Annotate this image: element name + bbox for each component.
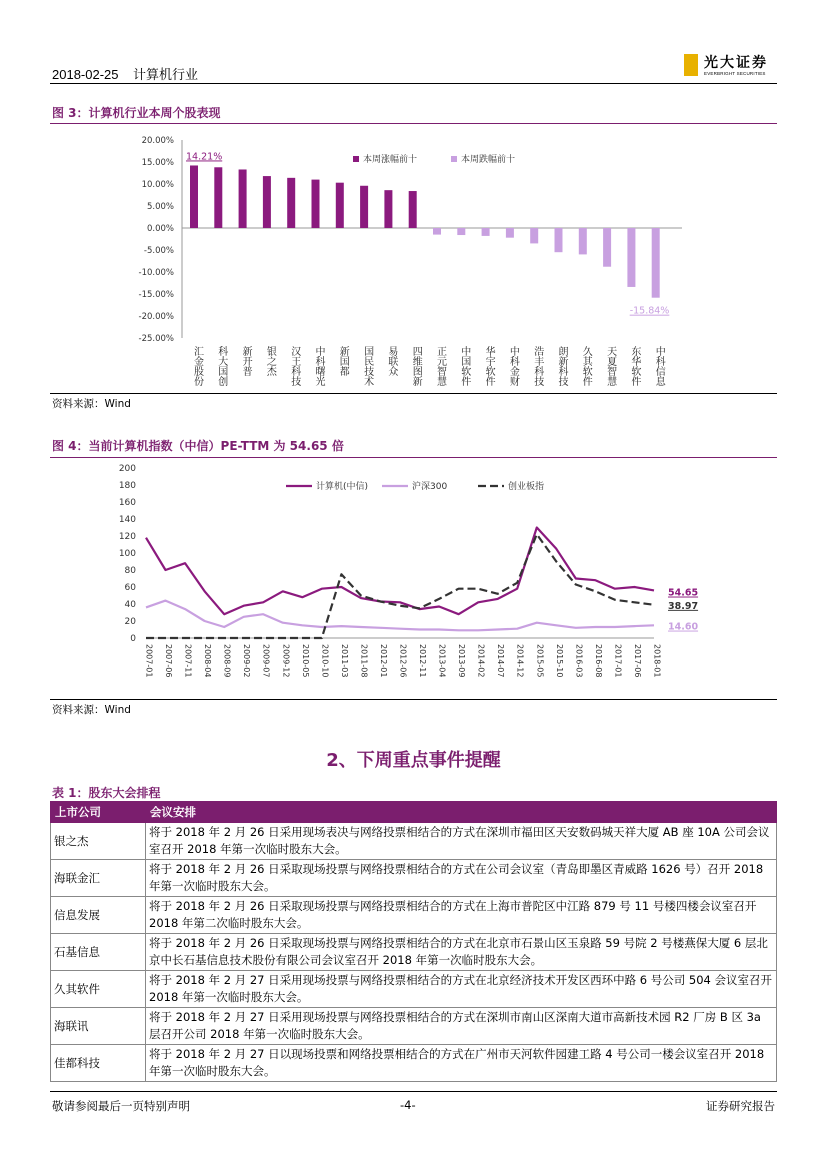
y-tick-label: -20.00% — [138, 312, 174, 322]
bar — [555, 228, 563, 252]
table-header-row — [51, 802, 777, 823]
figure4-bottom-rule — [50, 699, 777, 700]
y-tick-label: 120 — [118, 532, 136, 542]
footer-report-type: 证券研究报告 — [706, 1099, 775, 1113]
footer-rule — [50, 1091, 777, 1092]
x-tick-label: 2014-02 — [476, 644, 486, 678]
arrangement-cell: 将于 2018 年 2 月 26 日采取现场投票与网络投票相结合的方式在公司会议室（青岛即墨区青威路 1626 号）召开 2018 年第一次临时股东大会。 — [146, 860, 777, 897]
header-company: 上市公司 — [51, 802, 146, 823]
figure3-chart — [50, 124, 777, 392]
company-logo — [684, 52, 780, 82]
legend-label: 本周涨幅前十 — [363, 155, 418, 165]
figure4-title: 图 4：当前计算机指数（中信）PE-TTM 为 54.65 倍 — [52, 439, 344, 453]
x-tick-label: 2007-01 — [144, 644, 154, 678]
figure4-svg — [50, 458, 777, 698]
x-tick-label: 2007-06 — [164, 644, 174, 678]
legend-label: 创业板指 — [508, 482, 545, 492]
x-tick-label: 2010-10 — [320, 644, 330, 678]
bar — [457, 228, 465, 235]
bar — [239, 169, 247, 228]
y-tick-label: 200 — [118, 464, 136, 474]
category-label: 浩丰科技 — [531, 346, 543, 386]
bar — [312, 180, 320, 228]
table-row — [51, 897, 777, 934]
category-label: 易联众 — [385, 346, 397, 376]
figure4-chart — [50, 458, 777, 698]
y-tick-label: -10.00% — [138, 268, 174, 278]
legend-swatch — [451, 156, 457, 162]
y-tick-label: 5.00% — [146, 202, 174, 212]
x-tick-label: 2013-09 — [457, 644, 467, 678]
header-arrangement: 会议安排 — [146, 802, 777, 823]
y-tick-label: -15.00% — [138, 290, 174, 300]
shareholder-meeting-table — [50, 801, 777, 1082]
bar — [482, 228, 490, 236]
category-label: 汇金股份 — [191, 346, 203, 386]
x-tick-label: 2009-02 — [242, 644, 252, 678]
table-row — [51, 1008, 777, 1045]
category-label: 正元智慧 — [434, 346, 446, 386]
y-tick-label: 100 — [118, 549, 136, 559]
bar — [652, 228, 660, 298]
x-tick-label: 2011-08 — [359, 644, 369, 678]
bar — [579, 228, 587, 254]
bar — [409, 191, 417, 228]
table-title: 表 1：股东大会排程 — [52, 786, 161, 800]
data-label-min: -15.84% — [629, 305, 670, 317]
end-value-label: 54.65 — [668, 587, 699, 599]
figure4-source: 资料来源：Wind — [52, 704, 131, 716]
bar — [627, 228, 635, 287]
section-title: 2、下周重点事件提醒 — [326, 750, 501, 771]
y-tick-label: -25.00% — [138, 334, 174, 344]
report-date: 2018-02-25 — [52, 67, 119, 82]
page-number: -4- — [400, 1098, 416, 1112]
category-label: 银之杰 — [264, 346, 276, 376]
x-tick-label: 2009-07 — [261, 644, 271, 678]
logo-text-cn: 光大证券 — [704, 55, 768, 71]
y-tick-label: 15.00% — [141, 158, 174, 168]
arrangement-cell: 将于 2018 年 2 月 26 日采取现场投票与网络投票相结合的方式在北京市石景山区玉泉路 59 号院 2 号楼燕保大厦 6 层北京中长石基信息技术股份有限公司会议室召开 2018 年第一次临时股东大会。 — [146, 934, 777, 971]
x-tick-label: 2014-12 — [515, 644, 525, 678]
category-label: 科大国创 — [215, 346, 227, 386]
category-label: 新开普 — [240, 346, 252, 376]
logo-mark-icon — [684, 54, 698, 76]
y-tick-label: 10.00% — [141, 180, 174, 190]
category-label: 华宇软件 — [483, 346, 495, 386]
x-tick-label: 2016-08 — [593, 644, 603, 678]
category-label: 中科信息 — [653, 346, 665, 386]
bar — [214, 167, 222, 228]
bar — [360, 186, 368, 228]
x-tick-label: 2018-01 — [652, 644, 662, 678]
arrangement-cell: 将于 2018 年 2 月 27 日以现场投票和网络投票相结合的方式在广州市天河软件园建工路 4 号公司一楼会议室召开 2018 年第一次临时股东大会。 — [146, 1045, 777, 1082]
y-tick-label: 0.00% — [146, 224, 174, 234]
table-row — [51, 1045, 777, 1082]
arrangement-cell: 将于 2018 年 2 月 27 日采用现场投票与网络投票相结合的方式在深圳市南山区深南大道市高新技术园 R2 厂房 B 区 3a 层召开公司 2018 年第一次临时股东大会。 — [146, 1008, 777, 1045]
category-label: 朗新科技 — [556, 346, 567, 386]
category-label: 东华软件 — [628, 346, 640, 386]
x-tick-label: 2016-03 — [574, 644, 584, 678]
arrangement-cell: 将于 2018 年 2 月 26 日采取现场投票与网络投票相结合的方式在上海市普陀区中江路 879 号 11 号楼四楼会议室召开 2018 年第二次临时股东大会。 — [146, 897, 777, 934]
bar — [384, 190, 392, 228]
series-line — [146, 534, 654, 638]
table-row — [51, 971, 777, 1008]
figure3-bottom-rule — [50, 393, 777, 394]
y-tick-label: 0 — [130, 634, 136, 644]
category-label: 久其软件 — [580, 346, 592, 386]
y-tick-label: 20.00% — [141, 136, 174, 146]
x-tick-label: 2008-09 — [222, 644, 232, 678]
y-tick-label: 60 — [124, 583, 136, 593]
x-tick-label: 2013-04 — [437, 644, 447, 678]
category-label: 中科金财 — [507, 346, 519, 386]
category-label: 天夏智慧 — [604, 346, 616, 386]
arrangement-cell: 将于 2018 年 2 月 26 日采用现场表决与网络投票相结合的方式在深圳市福田区天安数码城天祥大厦 AB 座 10A 公司会议室召开 2018 年第一次临时股东大会。 — [146, 823, 777, 860]
x-tick-label: 2009-12 — [281, 644, 291, 678]
bar — [263, 176, 271, 228]
x-tick-label: 2017-01 — [613, 644, 623, 678]
category-label: 中国软件 — [458, 346, 470, 386]
arrangement-cell: 将于 2018 年 2 月 27 日采用现场投票与网络投票相结合的方式在北京经济技术开发区西环中路 6 号公司 504 会议室召开 2018 年第一次临时股东大会。 — [146, 971, 777, 1008]
table-row — [51, 860, 777, 897]
series-line — [146, 601, 654, 631]
x-tick-label: 2007-11 — [183, 644, 193, 678]
company-cell: 信息发展 — [51, 897, 146, 934]
x-tick-label: 2015-05 — [535, 644, 545, 678]
y-tick-label: 80 — [124, 566, 136, 576]
footer-disclaimer: 敬请参阅最后一页特别声明 — [52, 1099, 190, 1113]
category-label: 中科曙光 — [313, 346, 324, 386]
bar — [287, 178, 295, 228]
x-tick-label: 2011-03 — [339, 644, 349, 678]
bar — [603, 228, 611, 267]
category-label: 四维图新 — [410, 346, 422, 386]
end-value-label: 14.60 — [668, 621, 699, 633]
end-value-label: 38.97 — [668, 600, 699, 612]
bar — [336, 183, 344, 228]
figure3-source: 资料来源：Wind — [52, 398, 131, 410]
category-label: 新国都 — [337, 346, 349, 376]
legend-swatch — [353, 156, 359, 162]
company-cell: 银之杰 — [51, 823, 146, 860]
company-cell: 海联金汇 — [51, 860, 146, 897]
x-tick-label: 2017-06 — [632, 644, 642, 678]
table-row — [51, 934, 777, 971]
x-tick-label: 2012-11 — [418, 644, 428, 678]
industry-name: 计算机行业 — [132, 67, 198, 82]
header-rule — [50, 83, 777, 84]
series-line — [146, 528, 654, 615]
y-tick-label: 40 — [124, 600, 136, 610]
x-tick-label: 2015-10 — [554, 644, 564, 678]
report-header — [52, 64, 198, 83]
company-cell: 佳都科技 — [51, 1045, 146, 1082]
company-cell: 海联讯 — [51, 1008, 146, 1045]
legend-label: 计算机(中信) — [316, 482, 369, 492]
bar — [506, 228, 514, 238]
logo-text-en: EVERBRIGHT SECURITIES — [704, 71, 766, 76]
category-label: 国民技术 — [361, 346, 373, 386]
y-tick-label: 20 — [124, 617, 136, 627]
y-tick-label: -5.00% — [143, 246, 174, 256]
data-label-max: 14.21% — [186, 151, 223, 163]
bar — [190, 165, 198, 228]
legend-label: 本周跌幅前十 — [461, 155, 516, 165]
y-tick-label: 160 — [118, 498, 136, 508]
bar — [530, 228, 538, 243]
company-cell: 久其软件 — [51, 971, 146, 1008]
x-tick-label: 2012-06 — [398, 644, 408, 678]
bar — [433, 228, 441, 235]
category-label: 汉王科技 — [288, 346, 300, 386]
legend-label: 沪深300 — [412, 482, 448, 492]
company-cell: 石基信息 — [51, 934, 146, 971]
figure3-title: 图 3：计算机行业本周个股表现 — [52, 106, 221, 120]
table-row — [51, 823, 777, 860]
x-tick-label: 2014-07 — [496, 644, 506, 678]
y-tick-label: 140 — [118, 515, 136, 525]
figure3-svg — [50, 124, 777, 392]
x-tick-label: 2012-01 — [378, 644, 388, 678]
y-tick-label: 180 — [118, 481, 136, 491]
x-tick-label: 2008-04 — [203, 644, 213, 678]
x-tick-label: 2010-05 — [300, 644, 310, 678]
